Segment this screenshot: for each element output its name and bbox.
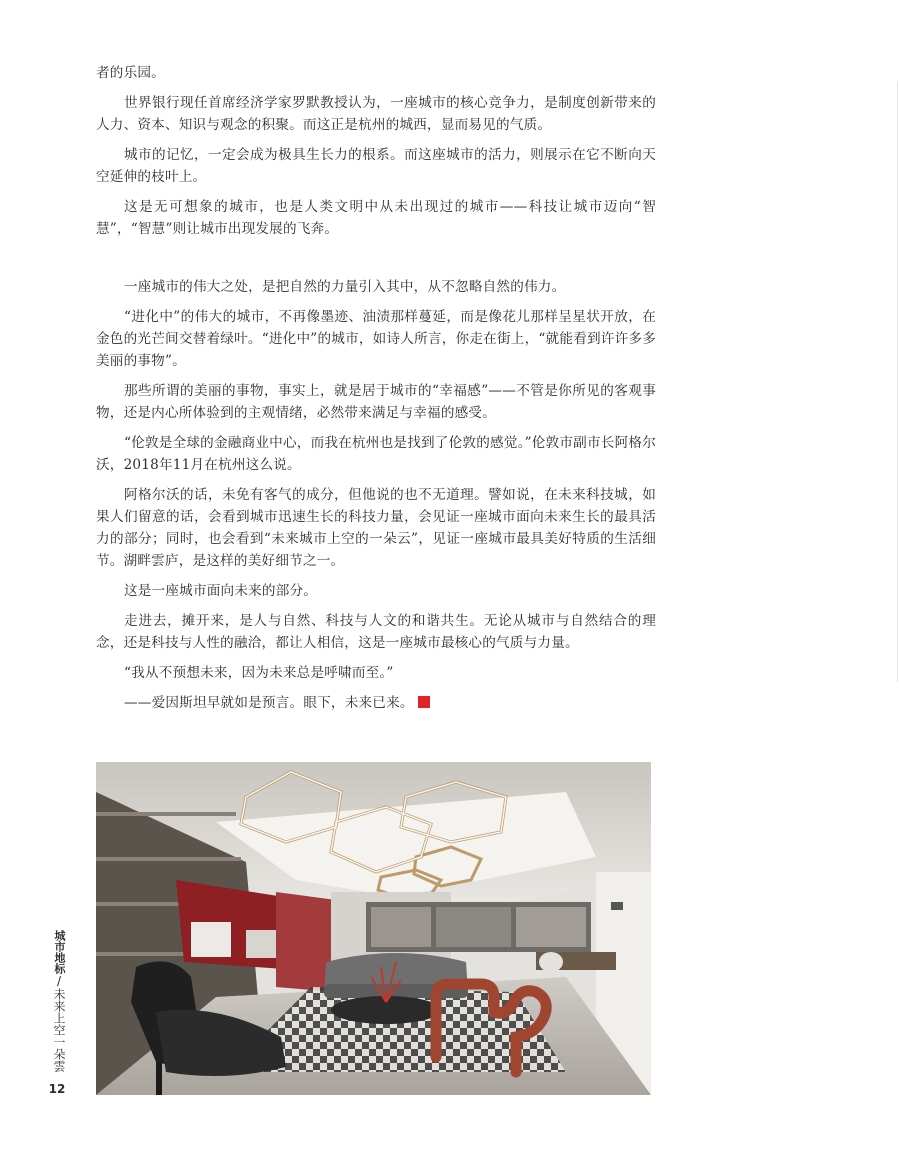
page-number: 12 (48, 1082, 66, 1096)
paragraph: 这是无可想象的城市，也是人类文明中从未出现过的城市——科技让城市迈向“智慧”，“智慧”则让城市出现发展的飞奔。 (96, 199, 656, 237)
closing-paragraph (96, 692, 656, 714)
running-head-divider: / (52, 974, 66, 988)
paragraph: 阿格尔沃的话，未免有客气的成分，但他说的也不无道理。譬如说，在未来科技城，如果人们留意的话，会看到城市迅速生长的科技力量，会见证一座城市面向未来生长的最具活力的部分；同时，也会看到“未来城市上空的一朵云”，见证一座城市最具美好特质的生活细节。湖畔雲庐，是这样的美好细节之一。 (96, 487, 656, 569)
paragraph: 一座城市的伟大之处，是把自然的力量引入其中，从不忽略自然的伟力。 (124, 279, 566, 295)
running-head-title: 未来上空一朵雲 (52, 988, 66, 1072)
running-head (44, 930, 68, 1080)
closing-text: ——爱因斯坦早就如是预言。眼下，未来已来。 (124, 695, 414, 711)
interior-photo-illustration (96, 762, 651, 1095)
interior-photo (96, 762, 651, 1095)
paragraph: “伦敦是全球的金融商业中心，而我在杭州也是找到了伦敦的感觉。”伦敦市副市长阿格尔沃，2018年11月在杭州这么说。 (96, 435, 656, 473)
paragraph: 这是一座城市面向未来的部分。 (124, 583, 318, 599)
paragraph: 那些所谓的美丽的事物，事实上，就是居于城市的“幸福感”——不管是你所见的客观事物，还是内心所体验到的主观情绪，必然带来满足与幸福的感受。 (96, 383, 656, 421)
page-edge-rule (897, 82, 898, 682)
paragraph: 者的乐园。 (96, 65, 165, 81)
article-body (96, 62, 656, 714)
paragraph: 城市的记忆，一定会成为极具生长力的根系。而这座城市的活力，则展示在它不断向天空延伸的枝叶上。 (96, 147, 656, 185)
section-label: 城市地标 (53, 930, 66, 974)
paragraph: “进化中”的伟大的城市，不再像墨迹、油渍那样蔓延，而是像花儿那样呈星状开放，在金色的光芒间交替着绿叶。“进化中”的城市，如诗人所言，你走在街上，“就能看到许许多多美丽的事物”。 (96, 309, 656, 369)
end-mark-icon (418, 696, 430, 708)
paragraph: 世界银行现任首席经济学家罗默教授认为，一座城市的核心竞争力，是制度创新带来的人力、资本、知识与观念的积聚。而这正是杭州的城西，显而易见的气质。 (96, 95, 656, 133)
paragraph: 走进去，摊开来，是人与自然、科技与人文的和谐共生。无论从城市与自然结合的理念，还是科技与人性的融洽，都让人相信，这是一座城市最核心的气质与力量。 (96, 613, 656, 651)
quote-paragraph: “我从不预想未来，因为未来总是呼啸而至。” (124, 665, 394, 681)
